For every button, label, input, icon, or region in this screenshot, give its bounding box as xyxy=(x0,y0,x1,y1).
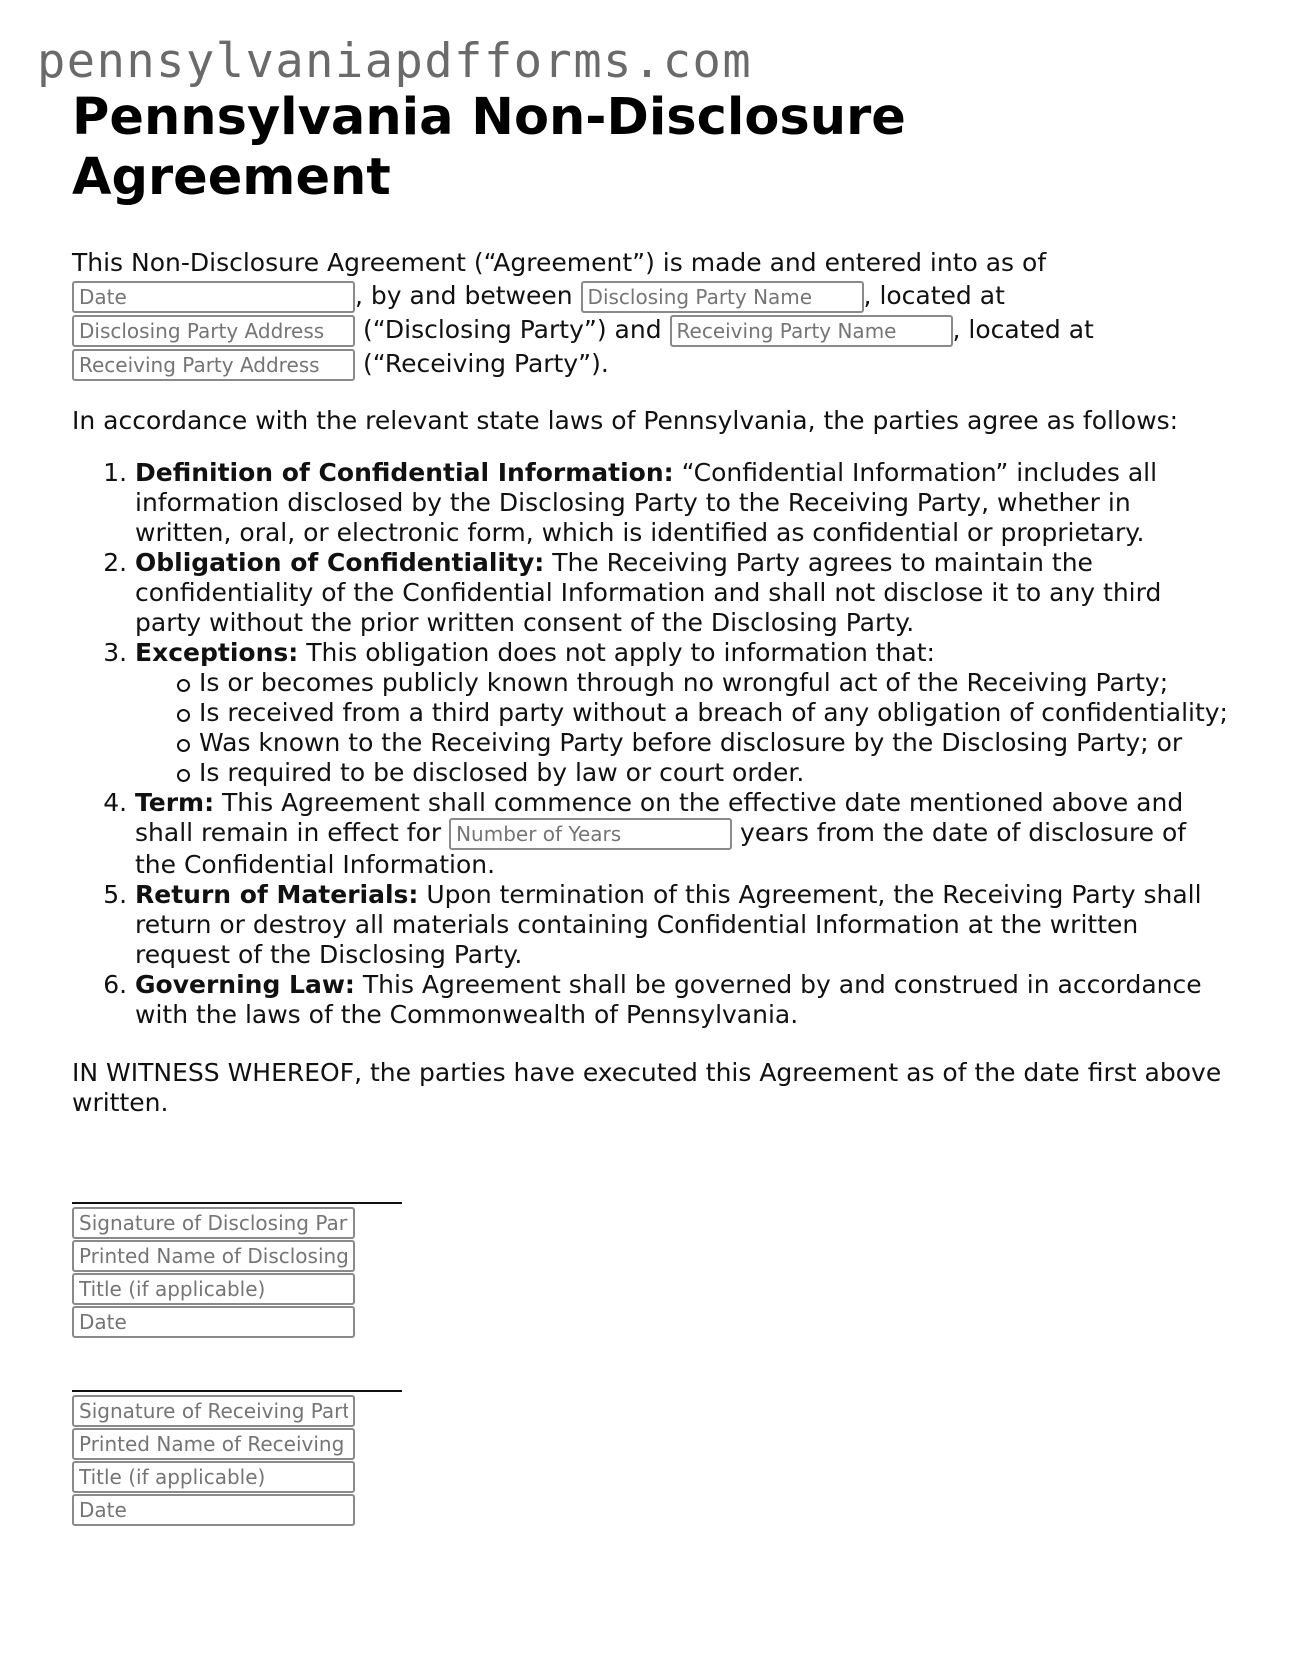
receiving-party-name-field[interactable] xyxy=(670,315,953,347)
clause-1-heading: Definition of Confidential Information: xyxy=(135,458,674,487)
disclosing-party-address-field[interactable] xyxy=(72,315,355,347)
disclosing-printed-name-field[interactable] xyxy=(72,1240,355,1272)
receiving-title-field[interactable] xyxy=(72,1461,355,1493)
disclosing-party-name-field[interactable] xyxy=(581,281,864,313)
effective-date-field[interactable] xyxy=(72,281,355,313)
clause-2-text: The Receiving Party agrees to maintain the confidentiality of the Confidential Information and shall not disclose it to any third party without the prior written consent of the Disclosing Party. xyxy=(135,548,1162,637)
site-watermark: pennsylvaniapdfforms.com xyxy=(37,34,753,89)
page-title: Pennsylvania Non-Disclosure Agreement xyxy=(72,88,906,207)
disclosing-signature-field[interactable] xyxy=(72,1207,355,1239)
receiving-printed-name-field[interactable] xyxy=(72,1428,355,1460)
clause-6-text: This Agreement shall be governed by and construed in accordance with the laws of the Commonwealth of Pennsylvania. xyxy=(135,970,1202,1029)
intro-text-5: , located at xyxy=(952,315,1094,344)
clause-5 xyxy=(135,880,1232,970)
clause-4 xyxy=(135,788,1232,880)
clause-5-text: Upon termination of this Agreement, the Receiving Party shall return or destroy all materials containing Confidential Information at the written request of the Disclosing Party. xyxy=(135,880,1202,969)
intro-text-2: , by and between xyxy=(355,281,573,310)
clause-1 xyxy=(135,458,1232,548)
intro-text-1: This Non-Disclosure Agreement (“Agreement”) is made and entered into as of xyxy=(72,248,1047,277)
intro-text-6: (“Receiving Party”). xyxy=(362,349,609,378)
receiving-date-field[interactable] xyxy=(72,1494,355,1526)
clause-5-heading: Return of Materials: xyxy=(135,880,419,909)
receiving-signature-field[interactable] xyxy=(72,1395,355,1427)
clause-3 xyxy=(135,638,1232,788)
intro-text-4: (“Disclosing Party”) and xyxy=(362,315,662,344)
exception-item: Was known to the Receiving Party before disclosure by the Disclosing Party; or xyxy=(199,728,1232,758)
term-years-field[interactable] xyxy=(449,818,732,850)
signature-line xyxy=(72,1390,402,1392)
clause-list xyxy=(72,458,1232,1030)
clause-4-text-a: This Agreement shall commence on the effective date mentioned above and shall remain in effect for xyxy=(135,788,1184,847)
clause-2 xyxy=(135,548,1232,638)
disclosing-title-field[interactable] xyxy=(72,1273,355,1305)
exception-item: Is received from a third party without a breach of any obligation of confidentiality; xyxy=(199,698,1232,728)
clause-3-text: This obligation does not apply to information that: xyxy=(306,638,935,667)
exception-item: Is or becomes publicly known through no wrongful act of the Receiving Party; xyxy=(199,668,1232,698)
exception-item: Is required to be disclosed by law or court order. xyxy=(199,758,1232,788)
clause-1-text: “Confidential Information” includes all information disclosed by the Disclosing Party to the Receiving Party, whether in written, oral, or electronic form, which is identified as confidential or proprietary. xyxy=(135,458,1158,547)
disclosing-signature-block xyxy=(72,1202,402,1339)
clause-3-heading: Exceptions: xyxy=(135,638,299,667)
intro-paragraph xyxy=(72,246,1232,381)
clause-4-heading: Term: xyxy=(135,788,215,817)
signature-line xyxy=(72,1202,402,1204)
intro-text-3: , located at xyxy=(863,281,1005,310)
clause-2-heading: Obligation of Confidentiality: xyxy=(135,548,545,577)
clause-4-text-b: years from the date of disclosure of the Confidential Information. xyxy=(135,818,1187,879)
clause-6 xyxy=(135,970,1232,1030)
disclosing-date-field[interactable] xyxy=(72,1306,355,1338)
preamble: In accordance with the relevant state laws of Pennsylvania, the parties agree as follows: xyxy=(72,406,1179,435)
clause-6-heading: Governing Law: xyxy=(135,970,355,999)
receiving-signature-block xyxy=(72,1390,402,1527)
witness-statement: IN WITNESS WHEREOF, the parties have executed this Agreement as of the date first above written. xyxy=(72,1058,1222,1117)
receiving-party-address-field[interactable] xyxy=(72,349,355,381)
agreement-page xyxy=(72,88,1232,1118)
exceptions-list xyxy=(135,668,1232,788)
